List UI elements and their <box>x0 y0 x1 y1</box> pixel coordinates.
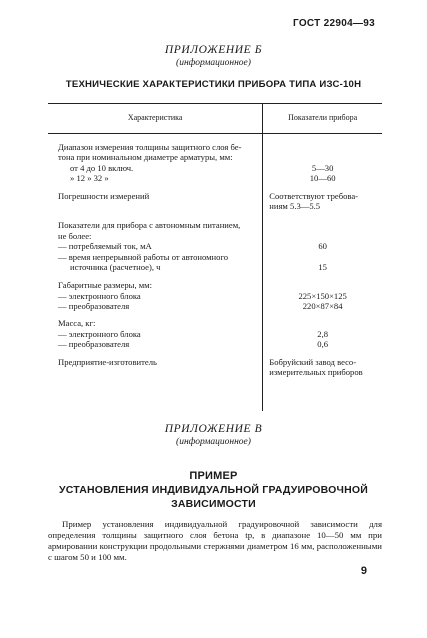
column-header-characteristic: Характеристика <box>48 104 263 134</box>
table-row <box>48 220 382 272</box>
sub-item-value: 60 <box>318 241 327 252</box>
table-header-row <box>48 104 382 134</box>
table-row <box>48 142 382 184</box>
sub-item-label: источника (расчетное), ч <box>70 261 161 272</box>
sub-item-value: 15 <box>318 261 327 272</box>
row-value-errors: Соответствуют требова- ниям 5.3—5.5 <box>269 190 359 211</box>
row-label-mass: Масса, кг: — электронного блока — преобразователя <box>48 318 263 349</box>
appendix-c-subtitle: (информационное) <box>176 437 251 447</box>
sub-item-value: 0,6 <box>317 339 329 350</box>
appendix-c-heading-line1: ПРИМЕР <box>189 470 238 482</box>
sub-item-label: — электронного блока <box>58 328 141 339</box>
table-row <box>48 357 382 411</box>
document-header: ГОСТ 22904—93 <box>292 18 375 29</box>
row-value-manufacturer: Бобруйский завод весо- измерительных приборов <box>269 356 363 378</box>
row-value-dimensions <box>263 280 382 311</box>
appendix-b-title: ПРИЛОЖЕНИЕ Б <box>164 44 263 56</box>
sub-item-label: — электронного блока <box>58 290 141 301</box>
appendix-c-body: Пример установления индивидуальной градуировочной зависимости для определения толщины защитного слоя бетона tр, в диапазоне 10—50 мм при армировании конструкции продольными стержнями диаметром 16 мм, расположенными с шагом 50 и 100 мм. <box>48 519 382 562</box>
sub-item-label: — потребляемый ток, мА <box>58 241 152 252</box>
sub-item-value: 220×87×84 <box>302 301 343 312</box>
appendix-c-heading-line3: ЗАВИСИМОСТИ <box>171 498 256 510</box>
row-label-manufacturer: Предприятие-изготовитель <box>48 357 263 411</box>
sub-item-label: — время непрерывной работы от автономного <box>58 251 229 262</box>
sub-item-value: 5—30 <box>311 162 334 173</box>
table-row <box>48 280 382 311</box>
sub-item-value: 225×150×125 <box>298 290 347 301</box>
row-value-mass <box>263 318 382 349</box>
appendix-c-heading-line2: УСТАНОВЛЕНИЯ ИНДИВИДУАЛЬНОЙ ГРАДУИРОВОЧНОЙ <box>59 484 368 496</box>
specifications-table <box>48 103 382 411</box>
page-number: 9 <box>360 565 367 577</box>
sub-item-value: 2,8 <box>317 328 329 339</box>
appendix-b-subtitle: (информационное) <box>176 58 251 68</box>
sub-item-value: 10—60 <box>309 173 336 184</box>
appendix-c-title: ПРИЛОЖЕНИЕ В <box>164 423 263 435</box>
column-header-values: Показатели прибора <box>263 104 382 134</box>
row-label-measurement-range: Диапазон измерения толщины защитного слоя бе- тона при номинальном диаметре арматуры, мм: от 4 до 10 включ. » 12 » 32 » <box>48 142 263 184</box>
sub-item-label: — преобразователя <box>58 301 130 312</box>
table-row <box>48 318 382 349</box>
table-row <box>48 191 382 212</box>
row-label-dimensions: Габаритные размеры, мм: — электронного блока — преобразователя <box>48 280 263 311</box>
appendix-b-heading: ТЕХНИЧЕСКИЕ ХАРАКТЕРИСТИКИ ПРИБОРА ТИПА ИЗС-10Н <box>65 79 362 90</box>
row-value-measurement-range <box>263 142 382 184</box>
row-value-autonomous-power <box>263 220 382 272</box>
sub-item-label: от 4 до 10 включ. <box>70 162 134 173</box>
row-label-autonomous-power: Показатели для прибора с автономным питанием, не более: — потребляемый ток, мА — время непрерывной работы от автономного источника (расчетное), ч <box>48 220 263 272</box>
row-label-errors: Погрешности измерений <box>48 191 263 212</box>
sub-item-label: — преобразователя <box>58 339 130 350</box>
sub-item-label: » 12 » 32 » <box>70 173 109 184</box>
